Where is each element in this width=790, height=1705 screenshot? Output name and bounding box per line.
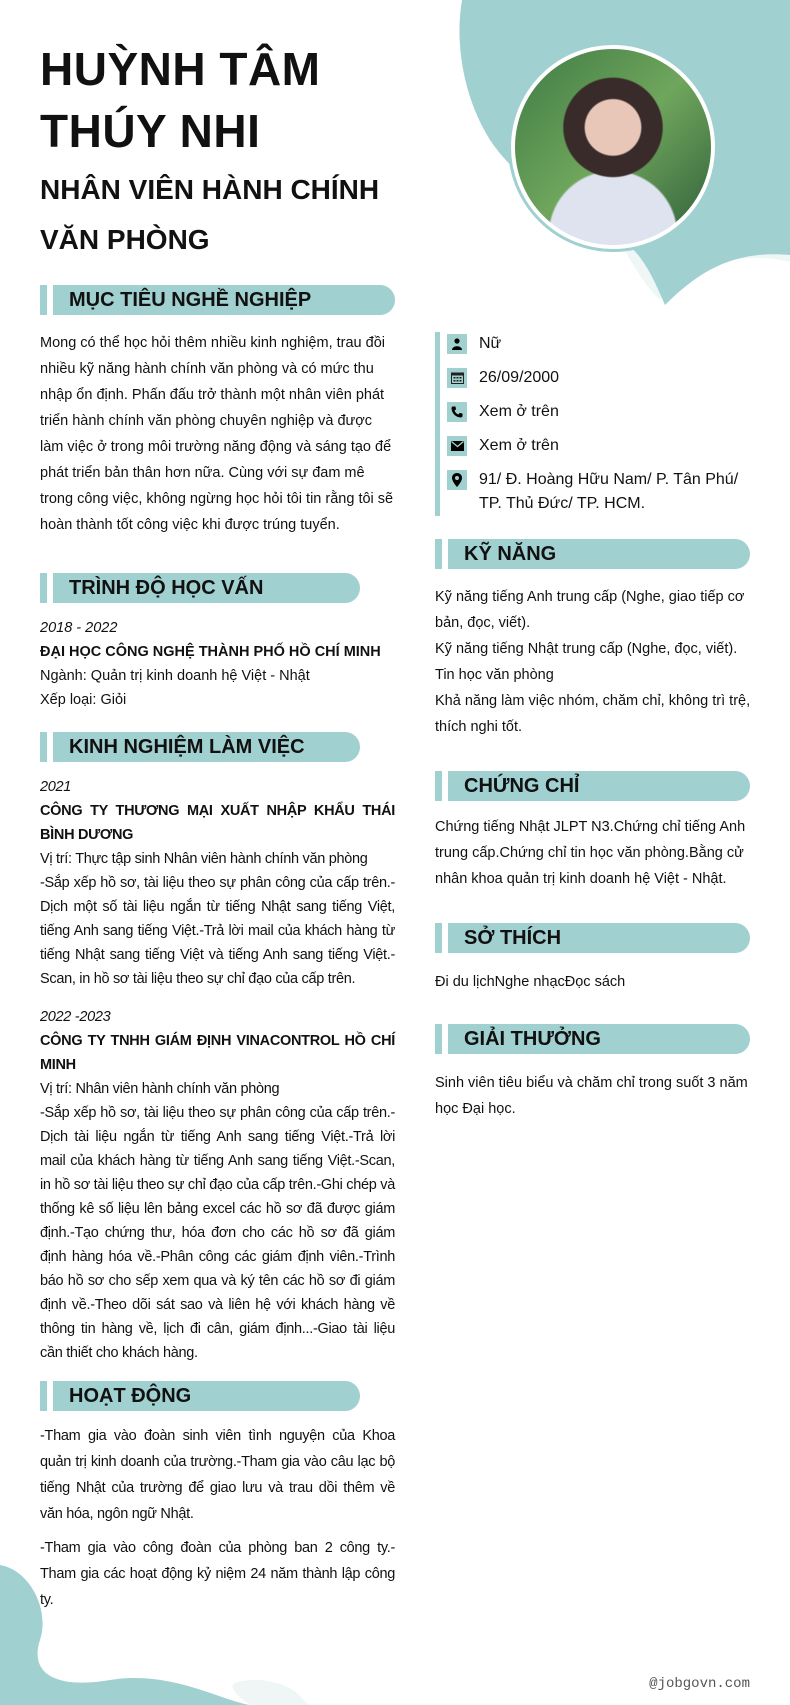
experience-company: CÔNG TY TNHH GIÁM ĐỊNH VINACONTROL HỒ CHÍ MINH (40, 1033, 395, 1073)
experience-position: Vị trí: Thực tập sinh Nhân viên hành chính văn phòng (40, 851, 368, 867)
education-school: ĐẠI HỌC CÔNG NGHỆ THÀNH PHỐ HỒ CHÍ MINH (40, 644, 381, 660)
contact-gender: Nữ (447, 332, 755, 356)
watermark: @jobgovn.com (649, 1676, 750, 1692)
experience-item (40, 1005, 395, 1365)
education-major: Ngành: Quản trị kinh doanh hệ Việt - Nhật (40, 668, 310, 684)
person-icon (447, 334, 467, 354)
activity-item: -Tham gia vào đoàn sinh viên tình nguyện của Khoa quản trị kinh doanh của trường.-Tham gia vào câu lạc bộ tiếng Nhật của trường để giao lưu và trau dồi thêm về văn hóa, ngôn ngữ Nhật. (40, 1428, 395, 1522)
experience-description: -Sắp xếp hồ sơ, tài liệu theo sự phân công của cấp trên.-Dịch một số tài liệu ngắn từ tiếng Nhật sang tiếng Việt, tiếng Anh sang tiếng Việt.-Trả lời mail của khách hàng từ tiếng Nhật sang tiếng Việt và tiếng Anh sang tiếng Việt.-Scan, in hồ sơ tài liệu theo sự chỉ đạo của cấp trên. (40, 875, 395, 987)
section-certificates-header: CHỨNG CHỈ (435, 771, 750, 801)
hobbies-text: Đi du lịchNghe nhạcĐọc sách (435, 974, 626, 990)
experience-list (40, 775, 395, 1365)
section-objective-header: MỤC TIÊU NGHỀ NGHIỆP (40, 285, 395, 315)
skill-item: Tin học văn phòng (435, 667, 554, 683)
education-grade: Xếp loại: Giỏi (40, 692, 127, 708)
skill-item: Kỹ năng tiếng Nhật trung cấp (Nghe, đọc, viết). (435, 641, 738, 657)
skill-item: Kỹ năng tiếng Anh trung cấp (Nghe, giao tiếp cơ bản, đọc, viết). (435, 589, 745, 631)
contact-email: Xem ở trên (447, 434, 755, 458)
education-period: 2018 - 2022 (40, 620, 118, 636)
activities-list (40, 1423, 395, 1613)
location-icon (447, 470, 467, 490)
education-entry (40, 616, 395, 712)
section-hobbies-header: SỞ THÍCH (435, 923, 750, 953)
contact-info (435, 332, 755, 516)
contact-address: 91/ Đ. Hoàng Hữu Nam/ P. Tân Phú/ TP. Thủ Đức/ TP. HCM. (447, 468, 755, 516)
skill-item: Khả năng làm việc nhóm, chăm chỉ, không trì trệ, thích nghi tốt. (435, 693, 751, 735)
objective-text: Mong có thể học hỏi thêm nhiều kinh nghiệm, trau đồi nhiều kỹ năng hành chính văn phòng và có mức thu nhập ổn định. Phấn đấu trở thành một nhân viên phát triển hành chính văn phòng chuyên nghiệp và được làm việc ở trong môi trường năng động và sáng tạo để phát triển bản thân hơn nữa. Cùng với sự đam mê trong công việc, không ngừng học hỏi tôi tin rằng tôi sẽ hoàn thành tốt công việc khi được trúng tuyển. (40, 335, 394, 533)
phone-icon (447, 402, 467, 422)
section-education-header: TRÌNH ĐỘ HỌC VẤN (40, 573, 360, 603)
contact-phone: Xem ở trên (447, 400, 755, 424)
calendar-icon (447, 368, 467, 388)
candidate-name: HUỲNH TÂM THÚY NHI (40, 43, 321, 157)
left-column-flow (40, 775, 395, 1613)
experience-company: CÔNG TY THƯƠNG MẠI XUẤT NHẬP KHẨU THÁI BÌNH DƯƠNG (40, 803, 395, 843)
section-experience-header: KINH NGHIỆM LÀM VIỆC (40, 732, 360, 762)
section-awards-header: GIẢI THƯỞNG (435, 1024, 750, 1054)
skills-list (435, 584, 755, 740)
experience-position: Vị trí: Nhân viên hành chính văn phòng (40, 1081, 280, 1097)
contact-birthday: 26/09/2000 (447, 366, 755, 390)
experience-description: -Sắp xếp hồ sơ, tài liệu theo sự phân công của cấp trên.-Dịch tài liệu ngắn từ tiếng Anh sang tiếng Việt.-Trả lời mail của khách hàng từ tiếng Anh sang tiếng Việt.-Scan, in hồ sơ tài liệu theo sự chỉ đạo của cấp trên.-Ghi chép và thống kê số liệu lên bảng excel các hồ sơ đã được giám định.-Tạo chứng thư, hóa đơn cho các hồ sơ đã giám định hàng hóa về.-Phân công các giám định viên.-Trình báo hồ sơ cho sếp xem qua và ký tên các hồ sơ đi giám định về.-Theo dõi sát sao và liên hệ với khách hàng về thông tin hàng về, lịch đi cân, giám định...-Giao tài liệu cần thiết cho khách hàng. (40, 1105, 395, 1361)
section-skills-header: KỸ NĂNG (435, 539, 750, 569)
section-activities-header: HOẠT ĐỘNG (40, 1381, 360, 1411)
activity-item: -Tham gia vào công đoàn của phòng ban 2 công ty.-Tham gia các hoạt động kỷ niệm 24 năm thành lập công ty. (40, 1540, 395, 1608)
profile-photo (508, 42, 718, 252)
job-title: NHÂN VIÊN HÀNH CHÍNH VĂN PHÒNG (40, 174, 380, 255)
certificates-text: Chứng tiếng Nhật JLPT N3.Chứng chỉ tiếng Anh trung cấp.Chứng chỉ tin học văn phòng.Bằng cử nhân khoa quản trị kinh doanh hệ Việt - Nhật. (435, 819, 746, 887)
email-icon (447, 436, 467, 456)
experience-period: 2022 -2023 (40, 1009, 111, 1025)
experience-item (40, 775, 395, 991)
experience-period: 2021 (40, 779, 72, 795)
awards-text: Sinh viên tiêu biểu và chăm chỉ trong suốt 3 năm học Đại học. (435, 1075, 748, 1117)
avatar (515, 49, 711, 245)
